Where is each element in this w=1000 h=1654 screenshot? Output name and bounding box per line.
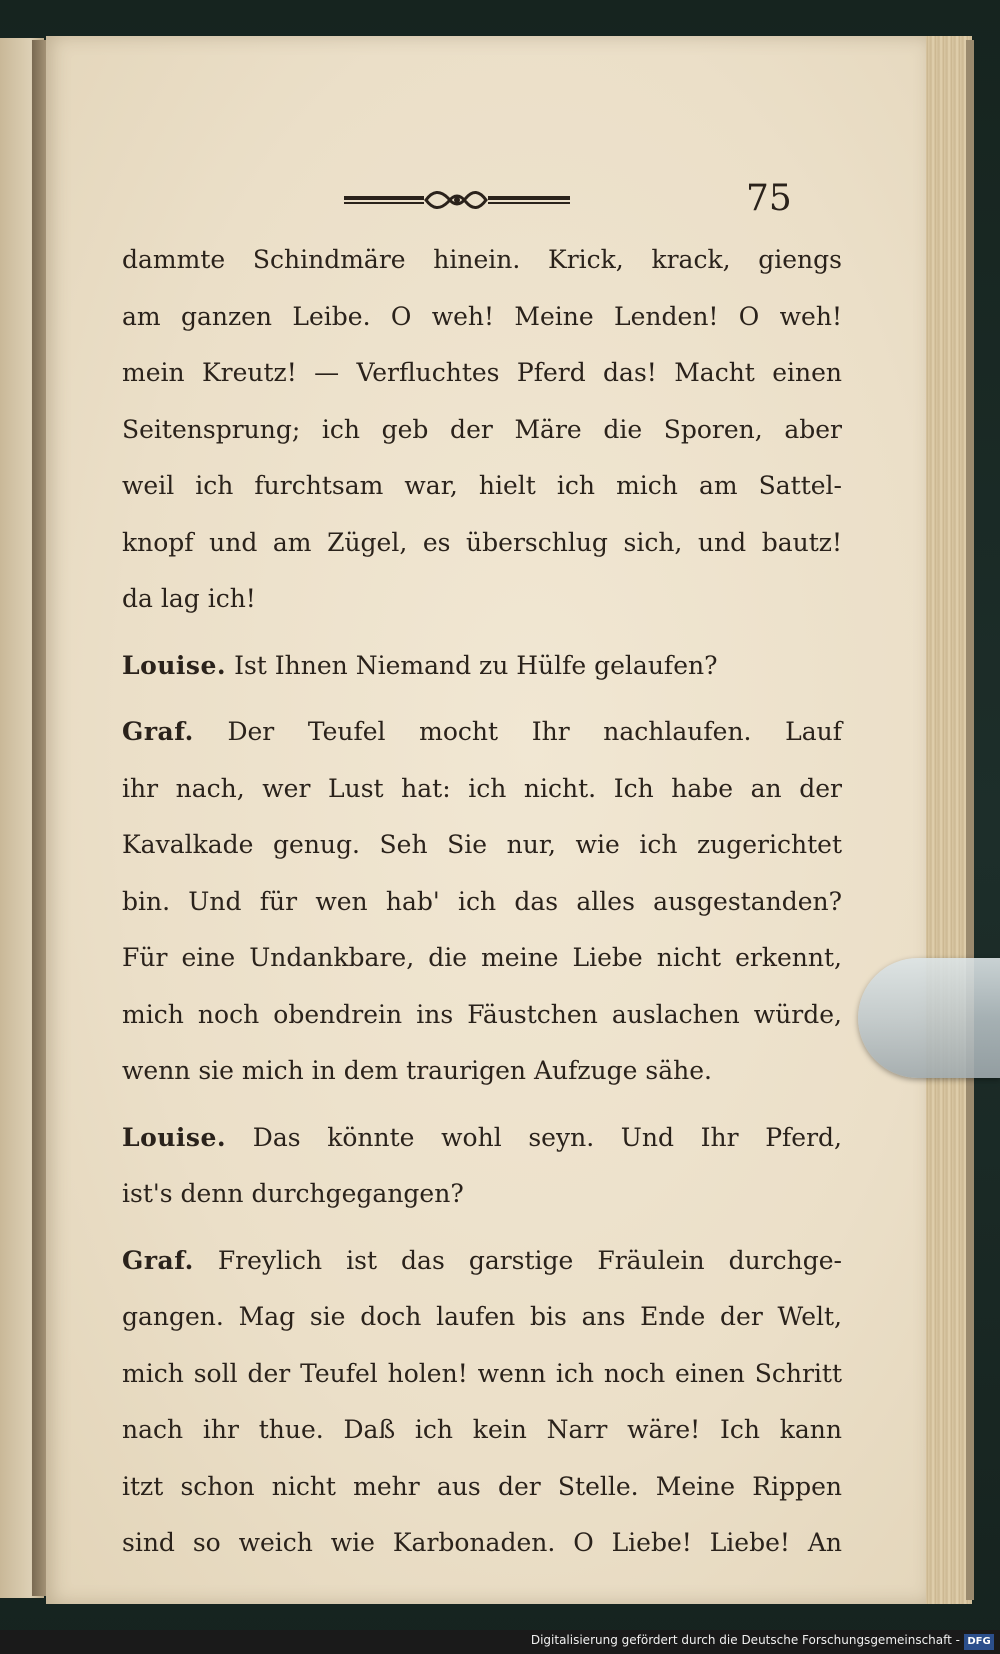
text-line: ist's denn durchgegangen? — [122, 1179, 464, 1208]
text-line: Kavalkade genug. Seh Sie nur, wie ich zugerichtet — [122, 830, 842, 859]
dialogue-line — [122, 1233, 842, 1290]
text-line: mein Kreutz! — Verfluchtes Pferd das! Macht einen — [122, 358, 842, 387]
text-line: knopf und am Zügel, es überschlug sich, und bautz! — [122, 527, 842, 557]
dialogue-line — [122, 638, 842, 695]
text-line: mich noch obendrein ins Fäustchen auslachen würde, — [122, 999, 842, 1029]
text-line: dammte Schindmäre hinein. Krick, krack, giengs — [122, 245, 842, 274]
dialogue-text: Der Teufel mocht Ihr nachlaufen. Lauf — [227, 717, 842, 746]
dialogue-line — [122, 1110, 842, 1167]
page-body-text — [122, 232, 842, 1572]
text-line: bin. Und für wen hab' ich das alles ausgestanden? — [122, 886, 842, 916]
text-line: mich soll der Teufel holen! wenn ich noch einen Schritt — [122, 1358, 842, 1388]
digitization-footer — [0, 1630, 1000, 1654]
paragraph-gap — [122, 628, 842, 638]
text-line: ihr nach, wer Lust hat: ich nicht. Ich habe an der — [122, 773, 842, 803]
page-stack-edges — [920, 36, 972, 1604]
page-number: 75 — [746, 178, 792, 219]
text-line: gangen. Mag sie doch laufen bis ans Ende der Welt, — [122, 1302, 842, 1331]
speaker-name: Graf. — [122, 1245, 194, 1275]
text-line: sind so weich wie Karbonaden. O Liebe! Liebe! An — [122, 1528, 842, 1557]
text-line: weil ich furchtsam war, hielt ich mich am Sattel- — [122, 471, 842, 500]
ornament-divider-icon — [342, 180, 572, 220]
speaker-name: Graf. — [122, 717, 194, 746]
text-line: da lag ich! — [122, 584, 256, 613]
footer-credit: Digitalisierung gefördert durch die Deutsche Forschungsgemeinschaft - — [530, 1633, 960, 1647]
page-clip-tab — [858, 958, 1000, 1078]
dialogue-line — [122, 704, 842, 761]
text-line: Für eine Undankbare, die meine Liebe nicht erkennt, — [122, 943, 842, 972]
text-line: nach ihr thue. Daß ich kein Narr wäre! Ich kann — [122, 1415, 842, 1444]
page-stack-shadow — [966, 40, 974, 1600]
speaker-name: Louise. — [122, 1122, 227, 1152]
paragraph-gap — [122, 1100, 842, 1110]
dialogue-text: Ist Ihnen Niemand zu Hülfe gelaufen? — [234, 650, 718, 680]
paragraph-gap — [122, 694, 842, 704]
text-line: wenn sie mich in dem traurigen Aufzuge sähe. — [122, 1056, 712, 1085]
text-line: Seitensprung; ich geb der Märe die Sporen, aber — [122, 414, 842, 444]
dialogue-text: Das könnte wohl seyn. Und Ihr Pferd, — [252, 1122, 842, 1152]
dialogue-text: Freylich ist das garstige Fräulein durchge- — [217, 1245, 842, 1275]
dfg-logo: DFG — [964, 1634, 994, 1650]
speaker-name: Louise. — [122, 650, 227, 680]
page-header — [46, 176, 926, 236]
text-line: itzt schon nicht mehr aus der Stelle. Meine Rippen — [122, 1471, 842, 1501]
book-page — [46, 36, 926, 1604]
text-line: am ganzen Leibe. O weh! Meine Lenden! O weh! — [122, 301, 842, 331]
paragraph-gap — [122, 1223, 842, 1233]
